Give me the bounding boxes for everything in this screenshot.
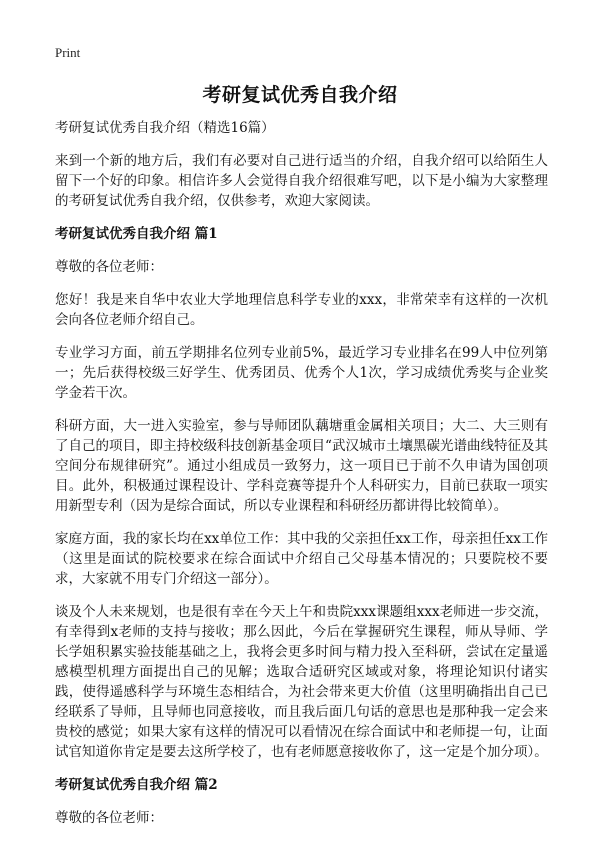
paragraph-1-3: 科研方面，大一进入实验室，参与导师团队藕塘重金属相关项目；大二、大三则有了自己的项目，即主持校级科技创新基金项目“武汉城市土壤黑碳光谱曲线特征及其空间分布规律研究”。通过小组成员一致努力，这一项目已于前不久申请为国创项目。此外，积极通过课程设计、学科竞赛等提升个人科研实力，目前已获取一项实用新型专利（因为是综合面试，所以专业课程和科研经历都讲得比较简单）。 <box>55 418 548 514</box>
section-heading-2: 考研复试优秀自我介绍 篇2 <box>55 777 218 793</box>
page-title: 考研复试优秀自我介绍 <box>202 84 398 106</box>
paragraph-1-2: 专业学习方面，前五学期排名位列专业前5%，最近学习专业排名在99人中位列第一；先后获得校级三好学生、优秀团员、优秀个人1次，学习成绩优秀奖与企业奖学金若干次。 <box>55 345 548 401</box>
greeting-2: 尊敬的各位老师： <box>55 810 163 826</box>
section-heading-1: 考研复试优秀自我介绍 篇1 <box>55 226 218 242</box>
article-body <box>55 118 548 841</box>
greeting-1: 尊敬的各位老师： <box>55 259 163 275</box>
article-subtitle: 考研复试优秀自我介绍（精选16篇） <box>55 120 275 136</box>
print-link[interactable]: Print <box>55 45 81 60</box>
paragraph-1-4: 家庭方面，我的家长均在xx单位工作：其中我的父亲担任xx工作，母亲担任xx工作（这里是面试的院校要求在综合面试中介绍自己父母基本情况的；只要院校不要求，大家就不用专门介绍这一部分）。 <box>55 531 548 587</box>
paragraph-1-1: 您好！我是来自华中农业大学地理信息科学专业的xxx，非常荣幸有这样的一次机会向各位老师介绍自己。 <box>55 292 548 328</box>
intro-paragraph: 来到一个新的地方后，我们有必要对自己进行适当的介绍，自我介绍可以给陌生人留下一个好的印象。相信许多人会觉得自我介绍很难写吧，以下是小编为大家整理的考研复试优秀自我介绍，仅供参考，欢迎大家阅读。 <box>55 153 548 209</box>
paragraph-1-5: 谈及个人未来规划，也是很有幸在今天上午和贵院xxx课题组xxx老师进一步交流，有幸得到x老师的支持与接收；那么因此，今后在掌握研究生课程，师从导师、学长学姐积累实验技能基础之上，我将会更多时间与精力投入至科研，尝试在定量遥感模型机理方面提出自己的见解；选取合适研究区域或对象，将理论知识付诸实践，使得遥感科学与环境生态相结合，为社会带来更大价值（这里明确指出自己已经联系了导师，且导师也同意接收，而且我后面几句话的意思也是那种我一定会来贵校的感觉；如果大家有这样的情况可以看情况在综合面试中和老师提一句，让面试官知道你肯定是要去这所学校了，也有老师愿意接收你了，这一定是个加分项）。 <box>55 604 548 760</box>
